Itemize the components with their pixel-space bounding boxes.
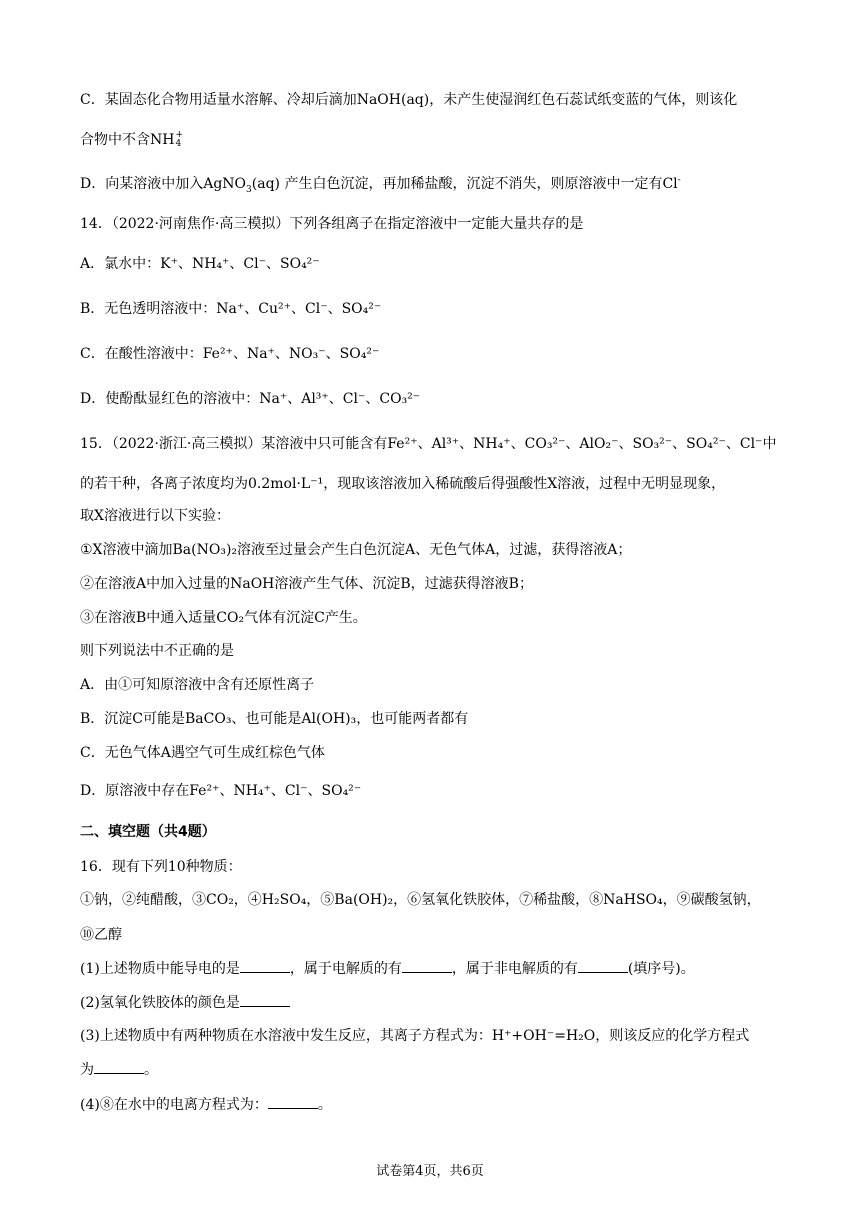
q16-part1-text-d: (填序号)。	[627, 961, 695, 977]
answer-blank[interactable]	[268, 1094, 318, 1109]
q16-part4	[80, 1094, 332, 1115]
q16-part4-text-a: (4)⑧在水中的电离方程式为：	[80, 1097, 268, 1113]
q13-option-c-line2-text: 合物中不含NH	[80, 132, 175, 148]
q15-option-d: D．原溶液中存在Fe²⁺、NH₄⁺、Cl⁻、SO₄²⁻	[80, 783, 362, 799]
q16-part2-text: (2)氢氧化铁胶体的颜色是	[80, 995, 240, 1011]
q15-option-a: A．由①可知原溶液中含有还原性离子	[80, 677, 315, 693]
q14-stem: 14．（2022·河南焦作·高三模拟）下列各组离子在指定溶液中一定能大量共存的是	[80, 216, 584, 232]
q15-step3: ③在溶液B中通入适量CO₂气体有沉淀C产生。	[80, 610, 367, 626]
q16-part1-text-a: (1)上述物质中能导电的是	[80, 961, 240, 977]
answer-blank[interactable]	[578, 958, 628, 973]
q14-option-c: C．在酸性溶液中：Fe²⁺、Na⁺、NO₃⁻、SO₄²⁻	[80, 346, 380, 362]
nh4-ion-sub: + 4	[175, 130, 184, 149]
q15-step2: ②在溶液A中加入过量的NaOH溶液产生气体、沉淀B，过滤获得溶液B；	[80, 576, 533, 592]
q16-part1	[80, 958, 695, 979]
q15-stem-line1: 15．（2022·浙江·高三模拟）某溶液中只可能含有Fe²⁺、Al³⁺、NH₄⁺、CO₃²⁻、AlO₂⁻、SO₃²⁻、SO₄²⁻、Cl⁻中	[80, 436, 777, 452]
answer-blank[interactable]	[402, 958, 452, 973]
q15-stem-line2: 的若干种，各离子浓度均为0.2mol·L⁻¹，现取该溶液加入稀硫酸后得强酸性X溶液，过程中无明显现象，	[80, 476, 726, 492]
q15-ask: 则下列说法中不正确的是	[80, 643, 234, 659]
q16-list-line1: ①钠，②纯醋酸，③CO₂，④H₂SO₄，⑤Ba(OH)₂，⑥氢氧化铁胶体，⑦稀盐酸，⑧NaHSO₄，⑨碳酸氢钠，	[80, 892, 761, 908]
q16-part3-line2	[80, 1059, 158, 1080]
q13-option-c-line1: C．某固态化合物用适量水溶解、冷却后滴加NaOH(aq)，未产生使湿润红色石蕊试纸变蓝的气体，则该化	[80, 92, 738, 108]
q16-part1-text-c: ，属于非电解质的有	[451, 961, 578, 977]
q16-part3-text-b: 。	[144, 1062, 158, 1078]
q16-part3-text-a: 为	[80, 1062, 94, 1078]
q14-option-d: D．使酚酞显红色的溶液中：Na⁺、Al³⁺、Cl⁻、CO₃²⁻	[80, 391, 421, 407]
q14-option-b: B．无色透明溶液中：Na⁺、Cu²⁺、Cl⁻、SO₄²⁻	[80, 301, 382, 317]
q13-option-d-sup: -	[677, 175, 681, 186]
q16-part1-text-b: ，属于电解质的有	[289, 961, 402, 977]
q13-option-c-line2	[80, 130, 183, 150]
q16-part3-line1: (3)上述物质中有两种物质在水溶液中发生反应，其离子方程式为：H⁺+OH⁻=H₂O，则该反应的化学方程式	[80, 1028, 750, 1044]
answer-blank[interactable]	[240, 958, 290, 973]
q13-option-d-text-a: D．向某溶液中加入AgNO	[80, 176, 247, 192]
q16-part4-text-b: 。	[317, 1097, 332, 1113]
q15-option-b: B．沉淀C可能是BaCO₃、也可能是Al(OH)₃，也可能两者都有	[80, 711, 469, 727]
answer-blank[interactable]	[240, 992, 290, 1007]
answer-blank[interactable]	[94, 1059, 144, 1074]
q16-stem: 16．现有下列10种物质：	[80, 859, 242, 875]
q16-part2	[80, 992, 290, 1013]
q14-option-a: A．氯水中：K⁺、NH₄⁺、Cl⁻、SO₄²⁻	[80, 256, 320, 272]
q15-stem-line3: 取X溶液进行以下实验：	[80, 508, 230, 524]
q13-option-d-text-b: (aq) 产生白色沉淀，再加稀盐酸，沉淀不消失，则原溶液中一定有Cl	[251, 176, 678, 192]
section-heading: 二、填空题（共4题）	[80, 824, 216, 840]
page-footer: 试卷第4页，共6页	[376, 1164, 484, 1179]
q16-list-line2: ⑩乙醇	[80, 927, 122, 943]
q15-option-c: C．无色气体A遇空气可生成红棕色气体	[80, 745, 325, 761]
q13-option-d: D．向某溶液中加入AgNO$_3$(aq) 产生白色沉淀，再加稀盐酸，沉淀不消失，则原溶液中一定有Cl-	[80, 175, 681, 195]
q15-step1: ①X溶液中滴加Ba(NO₃)₂溶液至过量会产生白色沉淀A、无色气体A，过滤，获得溶液A；	[80, 542, 632, 558]
